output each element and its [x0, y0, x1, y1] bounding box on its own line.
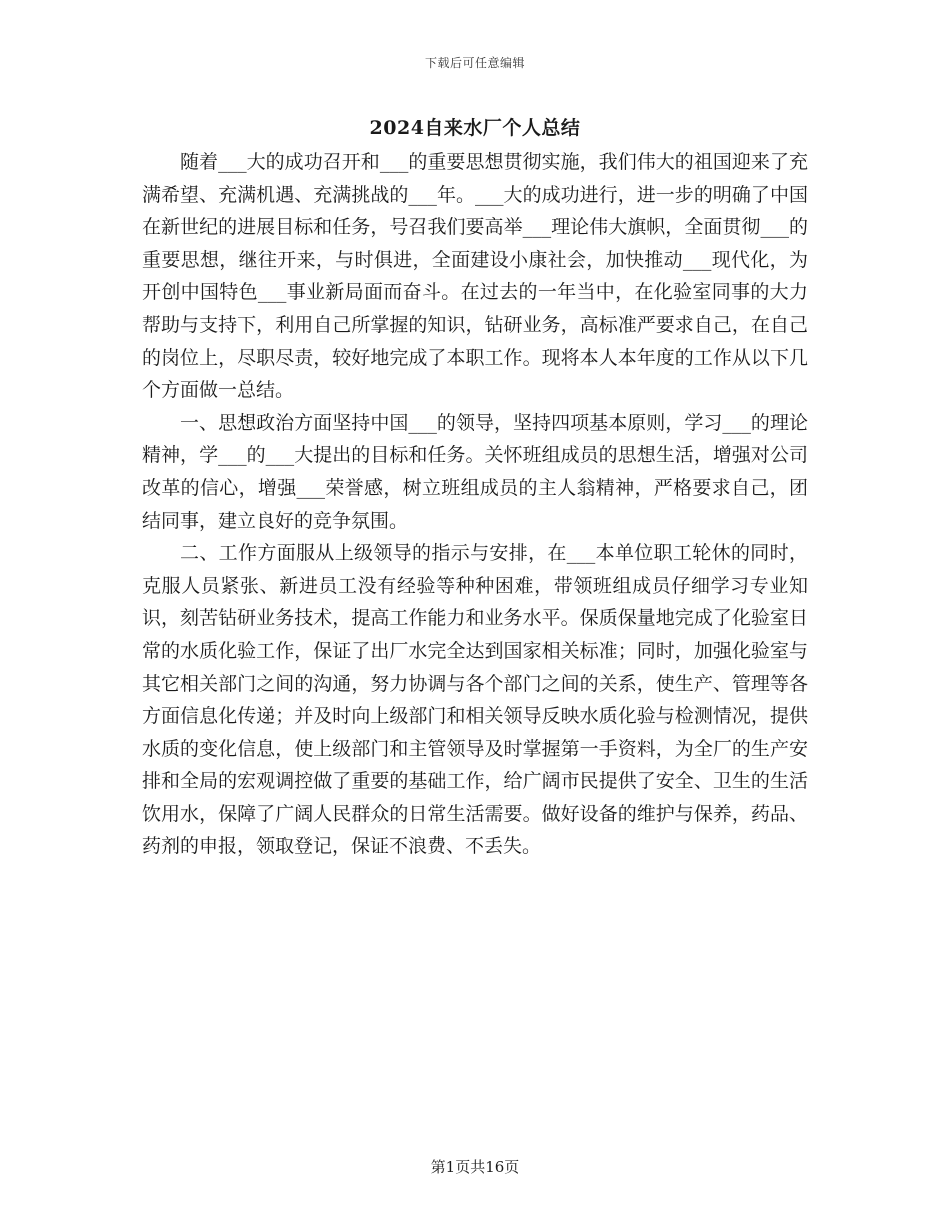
page-footer: 第1页共16页 [430, 1158, 520, 1176]
paragraph-intro: 随着___大的成功召开和___的重要思想贯彻实施，我们伟大的祖国迎来了充满希望、充满机遇、充满挑战的___年。___大的成功进行，进一步的明确了中国在新世纪的进展目标和任务，号召我们要高举___理论伟大旗帜，全面贯彻___的重要思想，继往开来，与时俱进，全面建设小康社会，加快推动___现代化，为开创中国特色___事业新局面而奋斗。在过去的一年当中，在化验室同事的大力帮助与支持下，利用自己所掌握的知识，钻研业务，高标准严要求自己，在自己的岗位上，尽职尽责，较好地完成了本职工作。现将本人本年度的工作从以下几个方面做一总结。 [142, 151, 808, 402]
paragraph-political: 一、思想政治方面坚持中国___的领导，坚持四项基本原则，学习___的理论精神，学___的___大提出的目标和任务。关怀班组成员的思想生活，增强对公司改革的信心，增强___荣誉感，树立班组成员的主人翁精神，严格要求自己，团结同事，建立良好的竞争氛围。 [142, 411, 808, 532]
header-note: 下载后可任意编辑 [424, 56, 525, 70]
document-title: 2024自来水厂个人总结 [369, 117, 581, 139]
document-body [142, 146, 808, 863]
paragraph-work: 二、工作方面服从上级领导的指示与安排，在___本单位职工轮休的同时，克服人员紧张、新进员工没有经验等种种困难，带领班组成员仔细学习专业知识，刻苦钻研业务技术，提高工作能力和业务水平。保质保量地完成了化验室日常的水质化验工作，保证了出厂水完全达到国家相关标准；同时，加强化验室与其它相关部门之间的沟通，努力协调与各个部门之间的关系，使生产、管理等各方面信息化传递；并及时向上级部门和相关领导反映水质化验与检测情况，提供水质的变化信息，使上级部门和主管领导及时掌握第一手资料，为全厂的生产安排和全局的宏观调控做了重要的基础工作，给广阔市民提供了安全、卫生的生活饮用水，保障了广阔人民群众的日常生活需要。做好设备的维护与保养，药品、药剂的申报，领取登记，保证不浪费、不丢失。 [142, 542, 808, 858]
